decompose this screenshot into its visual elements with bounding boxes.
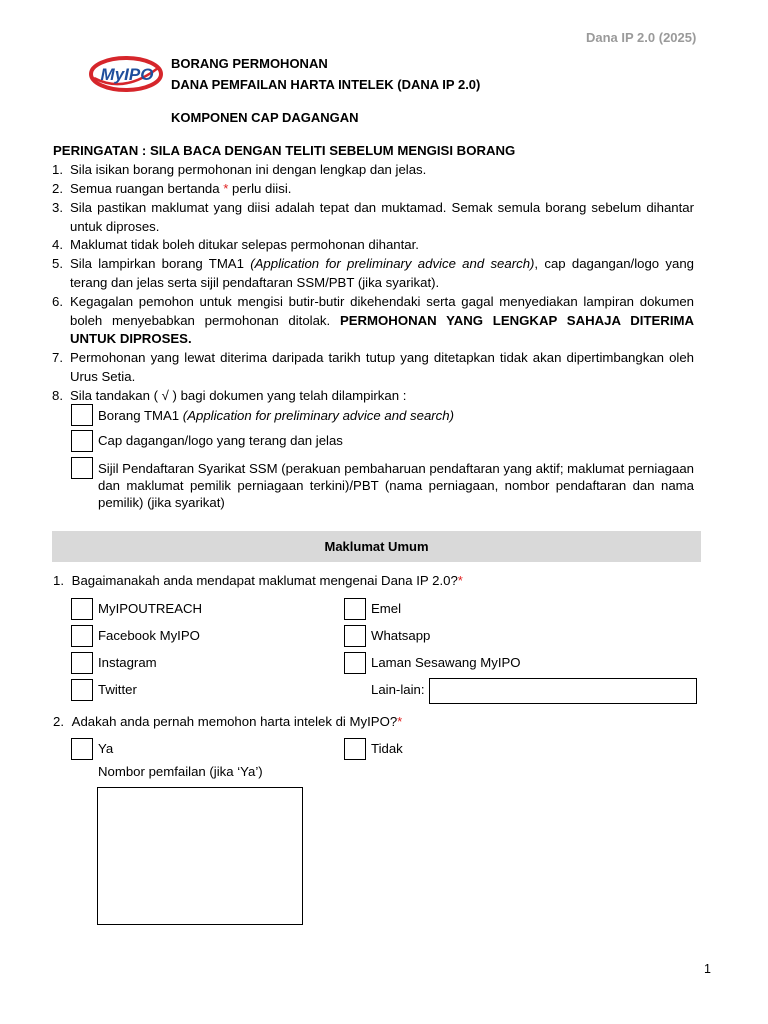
section-title: Maklumat Umum: [324, 539, 429, 554]
item-number: 8.: [52, 388, 63, 403]
q1-checkbox-laman-sesawang[interactable]: [344, 652, 366, 674]
page-number: 1: [704, 962, 711, 976]
item-text: , cap dagangan/logo yang terang dan jelas serta sijil pendaftaran SSM/PBT (jika syarikat).: [70, 256, 695, 290]
q1-option-facebook: Facebook MyIPO: [98, 628, 200, 643]
attachment-label-tma1: Borang TMA1 (Application for preliminary advice and search): [98, 408, 454, 423]
section-header-maklumat-umum: [52, 531, 701, 562]
item-number: 6.: [52, 294, 63, 309]
attachment-label-ssm: Sijil Pendaftaran Syarikat SSM (perakuan pembaharuan pendaftaran yang aktif; maklumat perniagaan dan maklumat pemilik perniagaan terkini)/PBT (nama perniagaan, nombor pendaftaran dan nama pemilik) (jika syarikat): [98, 461, 694, 510]
q1-checkbox-whatsapp[interactable]: [344, 625, 366, 647]
q1-other-label: Lain-lain:: [371, 682, 425, 697]
instruction-item-3: [52, 199, 694, 236]
filing-number-label: Nombor pemfailan (jika ‘Ya’): [98, 764, 263, 779]
q1-checkbox-myipoutreach[interactable]: [71, 598, 93, 620]
q1-option-twitter: Twitter: [98, 682, 137, 697]
attachment-checkbox-logo[interactable]: [71, 430, 93, 452]
q1-option-laman-sesawang: Laman Sesawang MyIPO: [371, 655, 521, 670]
item-number: 5.: [52, 256, 63, 271]
item-number: 4.: [52, 237, 63, 252]
instruction-item-8: [52, 387, 694, 406]
item-number: 7.: [52, 350, 63, 365]
question-2: [53, 714, 402, 729]
item-text: Kegagalan pemohon untuk mengisi butir-butir dikehendaki serta gagal menyediakan lampiran dokumen boleh menyebabkan permohonan ditolak.: [70, 294, 694, 328]
form-version: Dana IP 2.0 (2025): [586, 30, 697, 45]
item-text: Semua ruangan bertanda: [70, 181, 224, 196]
item-text-italic: (Application for preliminary advice and search): [250, 256, 535, 271]
question-number: 1.: [53, 573, 64, 588]
item-text: Sila isikan borang permohonan ini dengan lengkap dan jelas.: [70, 162, 427, 177]
attachment-checkbox-tma1[interactable]: [71, 404, 93, 426]
item-text: Sila lampirkan borang TMA1: [70, 256, 251, 271]
q1-checkbox-facebook[interactable]: [71, 625, 93, 647]
myipo-logo: [88, 54, 164, 94]
instruction-item-2: [52, 180, 694, 199]
question-text: Bagaimanakah anda mendapat maklumat mengenai Dana IP 2.0?: [71, 573, 458, 588]
q1-checkbox-emel[interactable]: [344, 598, 366, 620]
question-number: 2.: [53, 714, 64, 729]
q2-checkbox-ya[interactable]: [71, 738, 93, 760]
instruction-item-5: [52, 255, 694, 292]
question-text: Adakah anda pernah memohon harta intelek di MyIPO?: [71, 714, 398, 729]
form-subtitle: DANA PEMFAILAN HARTA INTELEK (DANA IP 2.0): [171, 77, 481, 92]
instruction-item-6: [52, 293, 694, 349]
required-asterisk: *: [223, 181, 229, 196]
q1-checkbox-instagram[interactable]: [71, 652, 93, 674]
item-text: perlu diisi.: [228, 181, 292, 196]
instruction-item-1: [52, 161, 694, 180]
item-text: Sila pastikan maklumat yang diisi adalah tepat dan muktamad. Semak semula borang sebelum dihantar untuk diproses.: [70, 200, 694, 234]
q1-checkbox-twitter[interactable]: [71, 679, 93, 701]
q1-option-whatsapp: Whatsapp: [371, 628, 431, 643]
item-number: 3.: [52, 200, 63, 215]
warning-heading: PERINGATAN : SILA BACA DENGAN TELITI SEBELUM MENGISI BORANG: [53, 143, 516, 158]
component-title: KOMPONEN CAP DAGANGAN: [171, 110, 359, 125]
q1-option-myipoutreach: MyIPOUTREACH: [98, 601, 203, 616]
item-text: Permohonan yang lewat diterima daripada tarikh tutup yang ditetapkan tidak akan dipertimbangkan oleh Urus Setia.: [70, 350, 694, 384]
attachment-checkbox-ssm[interactable]: [71, 457, 93, 479]
q1-option-emel: Emel: [371, 601, 402, 616]
item-number: 1.: [52, 162, 63, 177]
required-asterisk: *: [397, 714, 403, 729]
instruction-item-4: [52, 236, 694, 255]
instruction-item-7: [52, 349, 694, 386]
svg-text:MyIPO: MyIPO: [100, 65, 154, 84]
q1-other-input[interactable]: [429, 678, 697, 704]
q1-option-instagram: Instagram: [98, 655, 157, 670]
required-asterisk: *: [457, 573, 463, 588]
q2-option-tidak: Tidak: [371, 741, 403, 756]
item-text: Maklumat tidak boleh ditukar selepas permohonan dihantar.: [70, 237, 419, 252]
q2-checkbox-tidak[interactable]: [344, 738, 366, 760]
item-text-bold: PERMOHONAN YANG LENGKAP SAHAJA DITERIMA UNTUK DIPROSES.: [70, 312, 694, 347]
attachment-label-logo: Cap dagangan/logo yang terang dan jelas: [98, 433, 343, 448]
item-number: 2.: [52, 181, 63, 196]
question-1: [53, 573, 463, 588]
filing-number-input[interactable]: [97, 787, 303, 925]
item-text: Sila tandakan ( √ ) bagi dokumen yang telah dilampirkan :: [70, 388, 407, 403]
form-title: BORANG PERMOHONAN: [171, 56, 328, 71]
q2-option-ya: Ya: [98, 741, 114, 756]
